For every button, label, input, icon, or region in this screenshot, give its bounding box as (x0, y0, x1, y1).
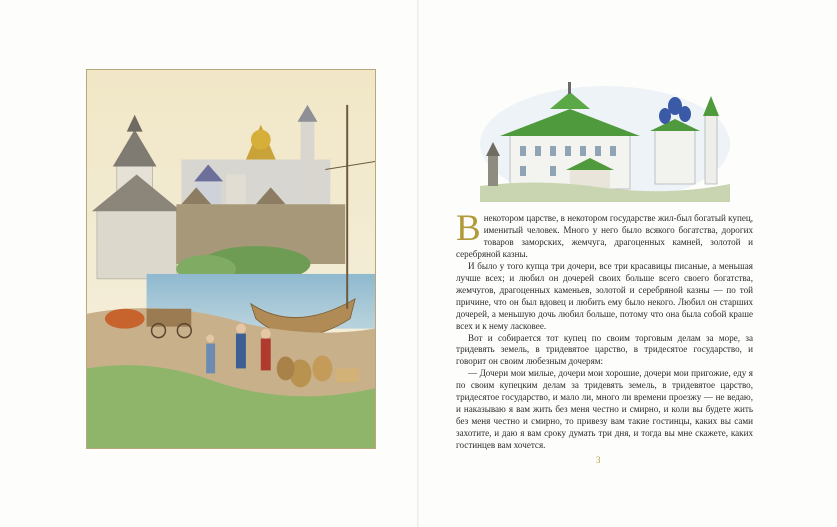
page-number: 3 (596, 455, 601, 465)
paragraph-1 (456, 208, 753, 261)
paragraph-4: — Дочери мои милые, дочери мои хорошие, дочери мои пригожие, еду я по своим купецким делам за тридевять земель, в тридевятое царство, тридесятое государство, и мало ли, много ли времени проезжу — не ведаю, и наказываю я вам жить без меня честно и смирно, и коли вы будете жить без меня честно и смирно, то привезу вам такие гостинцы, каких вы сами захотите, и даю я вам сроку думать три дня, и тогда вы мне скажете, каких гостинцев вам хочется. (456, 368, 753, 451)
story-text (456, 208, 753, 452)
drop-cap: В (456, 208, 481, 249)
illustration-merchant-port (86, 69, 376, 449)
paragraph-1-text: некотором царстве, в некотором государстве жил-был богатый купец, именитый человек. Много у него было всякого богатства, дорогих товаров заморских, жемчуга, драгоценных камней, золотой и серебряной казны. (456, 213, 753, 259)
paragraph-3: Вот и собирается тот купец по своим торговым делам за море, за тридевять земель, в тридевятое царство, в тридесятое государство, и говорит он своим любезным дочерям: (456, 332, 753, 367)
page-gutter (417, 0, 419, 527)
illustration-drawing (87, 70, 375, 448)
paragraph-2: И было у того купца три дочери, все три красавицы писаные, а меньшая лучше всех; и любил он дочерей своих больше всего своего богатства, жемчугов, драгоценных каменьев, золотой и серебряной казны — по той причине, что он был вдовец и любить ему было некого. Любил он старших дочерей, а меньшую дочь любил больше, потому что она была собой краше всех и к нему ласковее. (456, 260, 753, 331)
monastery-vignette (480, 74, 730, 202)
vignette-drawing (480, 74, 730, 202)
